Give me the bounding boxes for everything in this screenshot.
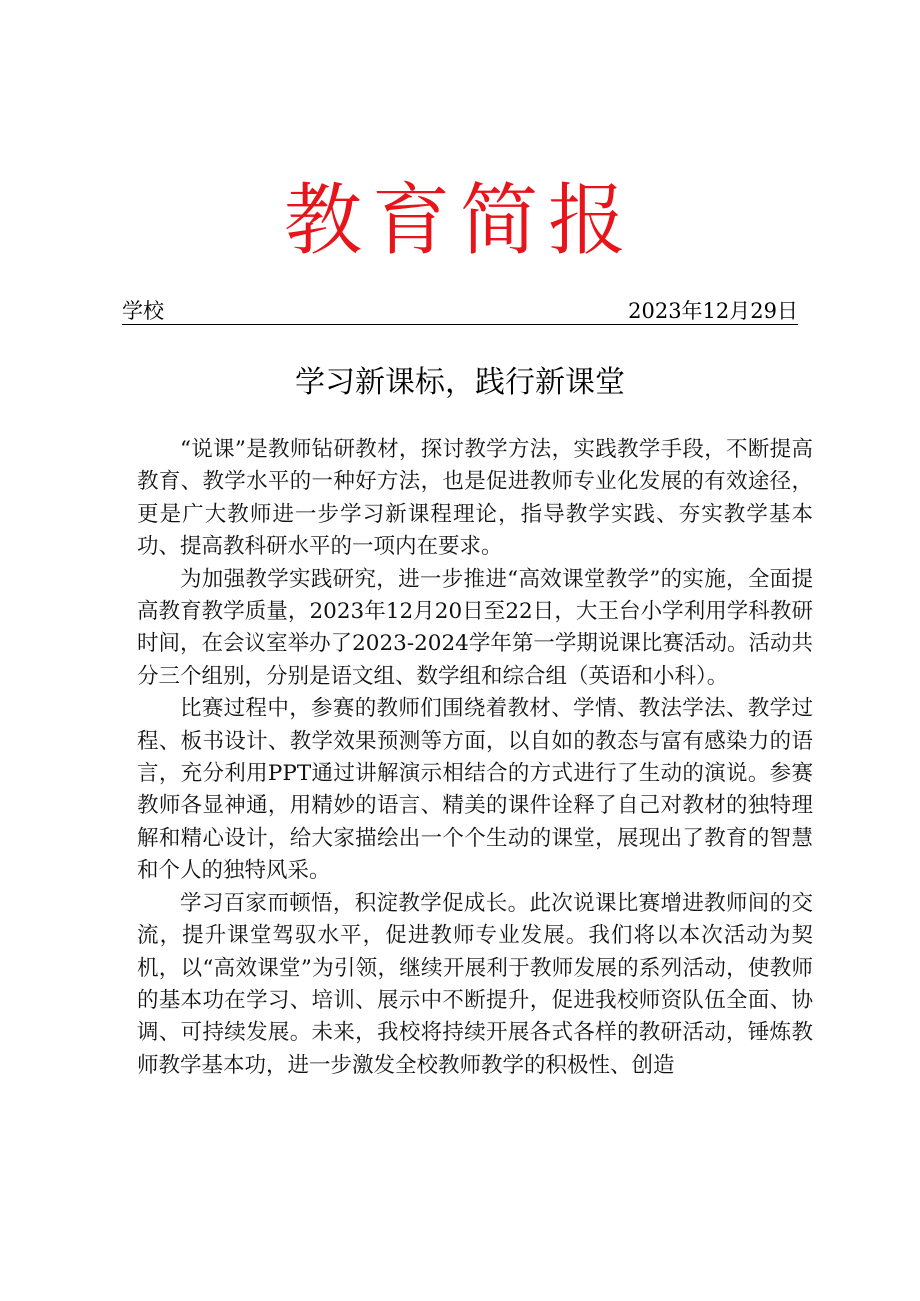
paragraph: 学习百家而顿悟，积淀教学促成长。此次说课比赛增进教师间的交流，提升课堂驾驭水平，促进教师专业发展。我们将以本次活动为契机，以“高效课堂”为引领，继续开展利于教师发展的系列活动，使教师的基本功在学习、培训、展示中不断提升，促进我校师资队伍全面、协调、可持续发展。未来，我校将持续开展各式各样的教研活动，锤炼教师教学基本功，进一步激发全校教师教学的积极性、创造: [137, 890, 813, 1078]
school-label: 学校: [122, 299, 164, 323]
article-body: [137, 434, 813, 1082]
paragraph: 比赛过程中，参赛的教师们围绕着教材、学情、教法学法、教学过程、板书设计、教学效果预测等方面，以自如的教态与富有感染力的语言，充分利用PPT通过讲解演示相结合的方式进行了生动的演说。参赛教师各显神通，用精妙的语言、精美的课件诠释了自己对教材的独特理解和精心设计，给大家描绘出一个个生动的课堂，展现出了教育的智慧和个人的独特风采。: [137, 696, 813, 884]
paragraph: 为加强教学实践研究，进一步推进“高效课堂教学”的实施，全面提高教育教学质量，2023年12月20日至22日，大王台小学利用学科教研时间，在会议室举办了2023-2024学年第一学期说课比赛活动。活动共分三个组别，分别是语文组、数学组和综合组（英语和小科）。: [137, 566, 813, 689]
meta-row: [122, 298, 798, 325]
issue-date: 2023年12月29日: [628, 299, 798, 323]
article-title: 学习新课标，践行新课堂: [295, 365, 625, 400]
paragraph: “说课”是教师钻研教材，探讨教学方法，实践教学手段，不断提高教育、教学水平的一种好方法，也是促进教师专业化发展的有效途径，更是广大教师进一步学习新课程理论，指导教学实践、夯实教学基本功、提高教科研水平的一项内在要求。: [137, 437, 813, 560]
masthead-title: 教育简报: [283, 176, 636, 266]
